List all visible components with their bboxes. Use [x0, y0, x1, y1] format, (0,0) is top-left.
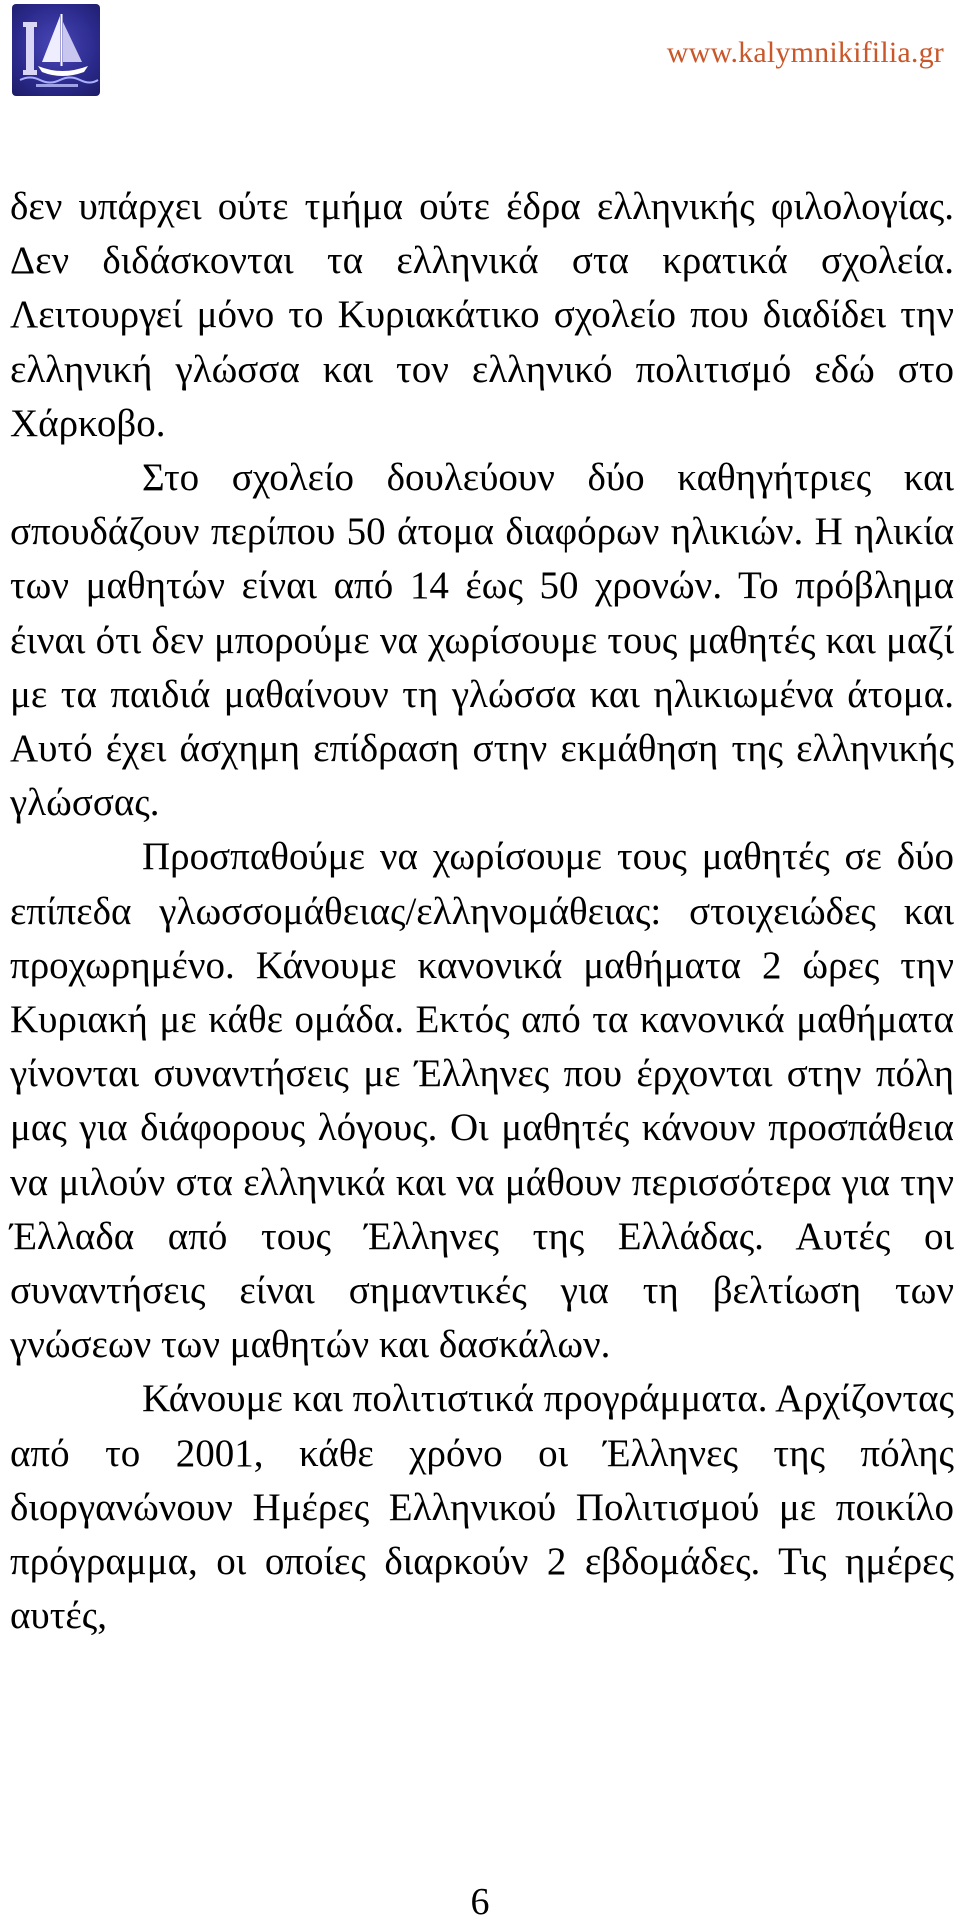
paragraph-2: Στο σχολείο δουλεύουν δύο καθηγήτριες και σπουδάζουν περίπου 50 άτομα διαφόρων ηλικιών. Η ηλικία των μαθητών είναι από 14 έως 50 χρονών. Το πρόβλημα έιναι ότι δεν μπορούμε να χωρίσουμε τους μαθητές και μαζί με τα παιδιά μαθαίνουν τη γλώσσα και ηλικιωμένα άτομα. Αυτό έχει άσχημη επίδραση στην εκμάθηση της ελληνικής γλώσσας. [10, 456, 954, 825]
page-number: 6 [470, 1881, 490, 1923]
paragraph-4: Κάνουμε και πολιτιστικά προγράμματα. Αρχίζοντας από το 2001, κάθε χρόνο οι Έλληνες της πόλης διοργανώνουν Ημέρες Ελληνικού Πολιτισμού με ποικίλο πρόγραμμα, οι οποίες διαρκούν 2 εβδομάδες. Τις ημέρες αυτές, [10, 1377, 954, 1638]
paragraph-3: Προσπαθούμε να χωρίσουμε τους μαθητές σε δύο επίπεδα γλωσσομάθειας/ελληνομάθειας: στοιχειώδες και προχωρημένο. Κάνουμε κανονικά μαθήματα 2 ώρες την Κυριακή με κάθε ομάδα. Εκτός από τα κανονικά μαθήματα γίνονται συναντήσεις με Έλληνες που έρχονται στην πόλη μας για διάφορους λόγους. Οι μαθητές κάνουν προσπάθεια να μιλούν στα ελληνικά και να μάθουν περισσότερα για την Έλλαδα από τους Έλληνες της Ελλάδας. Αυτές οι συναντήσεις είναι σημαντικές για τη βελτίωση των γνώσεων των μαθητών και δασκάλων. [10, 835, 954, 1367]
document-body [10, 180, 954, 1643]
paragraph-1: δεν υπάρχει ούτε τμήμα ούτε έδρα ελληνικής φιλολογίας. Δεν διδάσκονται τα ελληνικά στα κρατικά σχολεία. Λειτουργεί μόνο το Κυριακάτικο σχολείο που διαδίδει την ελληνική γλώσσα και τον ελληνικό πολιτισμό εδώ στο Χάρκοβο. [10, 185, 954, 445]
page-header [0, 0, 960, 110]
kalymnos-ship-logo-icon[interactable] [12, 4, 100, 96]
site-url-link[interactable]: www.kalymnikifilia.gr [666, 36, 944, 69]
